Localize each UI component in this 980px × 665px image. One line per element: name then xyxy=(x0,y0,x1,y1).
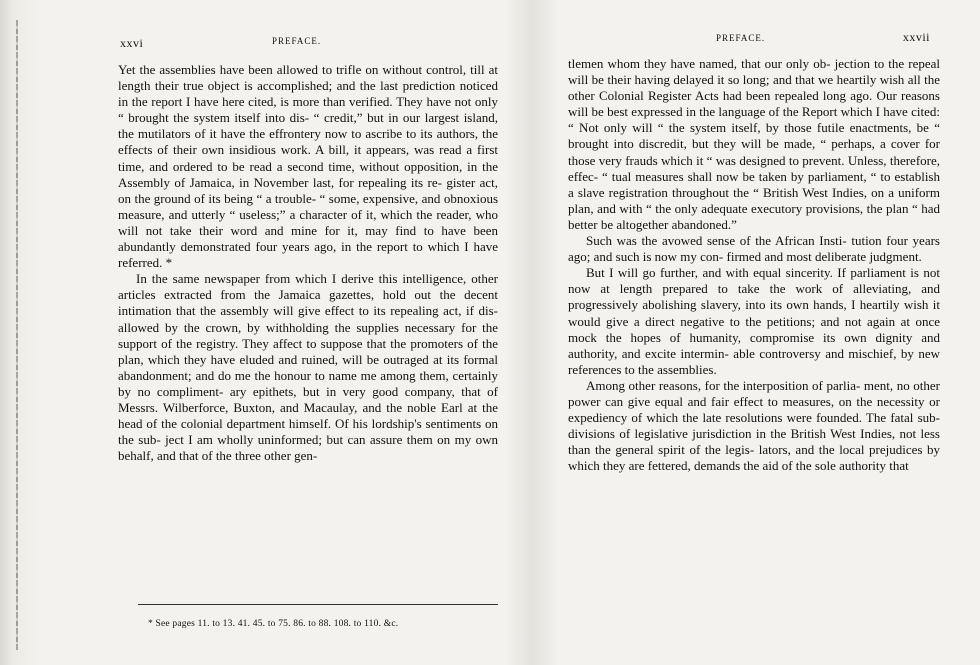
page-number: xxvii xyxy=(902,30,930,44)
center-gutter xyxy=(505,0,560,665)
paragraph: Such was the avowed sense of the African Insti- tution four years ago; and such is now my con- firmed and most deliberate judgment. xyxy=(568,233,940,265)
right-page-body xyxy=(568,56,940,474)
paragraph: In the same newspaper from which I derive this intelligence, other articles extracted from the Jamaica gazettes, hold out the decent intimation that the assembly will give effect to its repealing act, if dis- allowed by the crown, by withholding the supplies necessary for the support of the registry. They affect to suppose that the promoters of the plan, which they have eluded and ruined, will be outraged at its formal abandonment; and do me the honour to name me among them, certainly by no compliment- ary epithets, but in very good company, that of Messrs. Wilberforce, Buxton, and Macaulay, and the noble Earl at the head of the colonial department himself. Of his lordship's sentiments on the sub- ject I am wholly uninformed; but can assure them on my own behalf, and that of the three other gen- xyxy=(118,271,498,464)
right-page-header xyxy=(568,0,940,44)
binding-edge xyxy=(16,20,18,650)
running-head: PREFACE. xyxy=(272,36,322,46)
book-spine-shadow xyxy=(0,0,40,665)
page-number: xxvi xyxy=(120,36,144,50)
right-page xyxy=(568,0,940,474)
left-page-header xyxy=(118,0,498,50)
paragraph: tlemen whom they have named, that our only ob- jection to the repeal will be their having delayed it so long; and that we heartily wish all the other Colonial Register Acts had been repealed long ago. Our reasons will be best expressed in the language of the Report which I have cited: “ Not only will “ the system itself, by those futile enactments, be “ brought into discredit, but they will be made, “ perhaps, a cover for those very frauds which it “ was designed to prevent. Unless, therefore, effec- “ tual measures shall now be taken by parliament, “ to establish a slave registration throughout the “ British West Indies, on a uniform plan, and with “ the only adequate executory provisions, the plan “ had better be altogether abandoned.” xyxy=(568,56,940,232)
paragraph: Among other reasons, for the interposition of parlia- ment, no other power can give equal and fair effect to measures, on the necessity or expediency of which the late resolutions were founded. The fatal sub- divisions of legislative jurisdiction in the British West Indies, not less than the general spirit of the legis- lators, and the local prejudices by which they are fettered, demands the aid of the sole authority that xyxy=(568,377,940,474)
paragraph: Yet the assemblies have been allowed to trifle on without control, till at length their true object is accomplished; and the last prediction noticed in the report I have here cited, is more than verified. They have not only “ brought the system itself into dis- “ credit,” but in our largest island, the mutilators of it have the effrontery now to ascribe to its authors, the effects of their own insidious work. A bill, it appears, was read a first time, and ordered to be read a second time, without opposition, in the Assembly of Jamaica, in November last, for repealing its re- gister act, on the ground of its being “ a trouble- “ some, expensive, and obnoxious measure, and utterly “ useless;” a character of it, which the reader, who will not take their word and mine for it, may find to have been abundantly demonstrated four years ago, in the report to which I have referred. * xyxy=(118,62,498,271)
left-page xyxy=(118,0,498,464)
running-head: PREFACE. xyxy=(716,33,766,43)
footnote-rule xyxy=(138,604,498,605)
footnote: * See pages 11. to 13. 41. 45. to 75. 86. to 88. 108. to 110. &c. xyxy=(148,619,399,629)
paragraph: But I will go further, and with equal sincerity. If parliament is not now at length prepared to take the work of alleviating, and progressively abolishing slavery, into its own hands, I heartily wish it would give a direct negative to the petitions; and not again at once mock the hopes of humanity, compromise its own dignity and authority, and excite intermin- able controversy and mischief, by new references to the assemblies. xyxy=(568,265,940,377)
left-page-body xyxy=(118,62,498,464)
